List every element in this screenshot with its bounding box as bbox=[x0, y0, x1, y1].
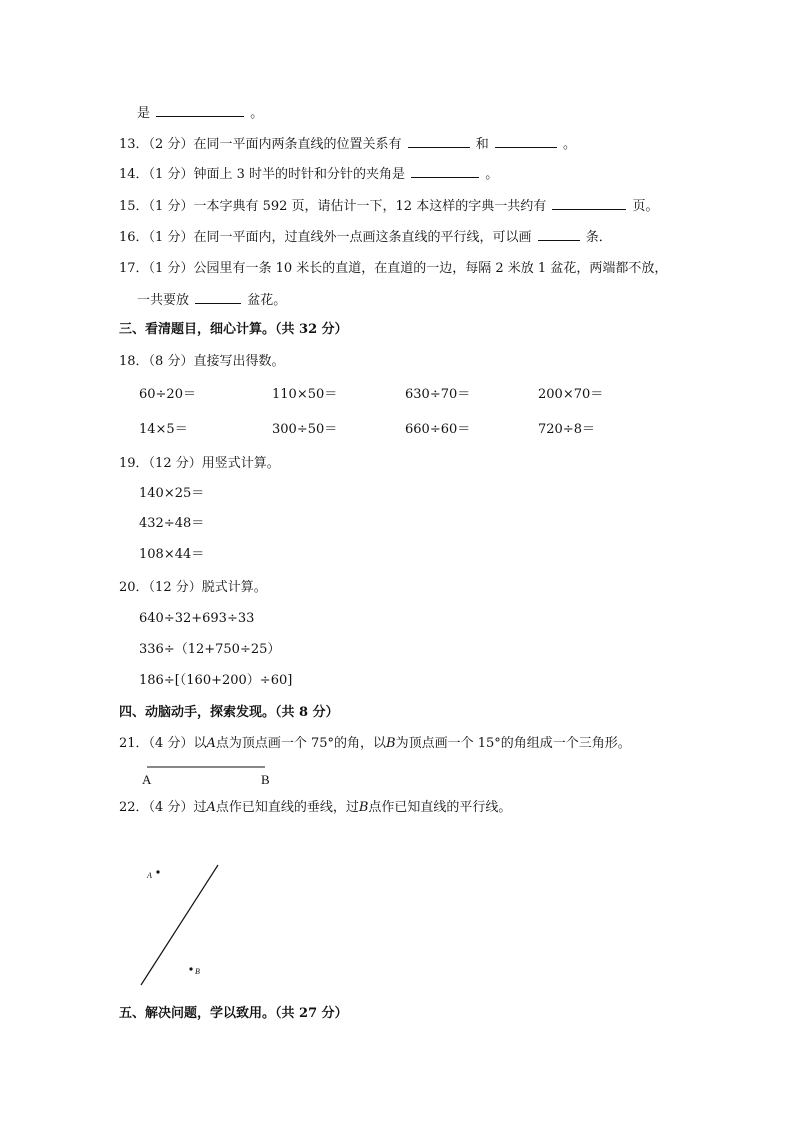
q19-item: 108×44＝ bbox=[139, 547, 205, 562]
q15-blank[interactable] bbox=[552, 197, 626, 210]
q20-item: 640÷32+693÷33 bbox=[139, 611, 255, 626]
q20-item: 336÷（12+750÷25） bbox=[139, 642, 281, 657]
q18-item: 660÷60＝ bbox=[405, 422, 471, 437]
question-20: 20．（12 分）脱式计算。 bbox=[119, 580, 267, 595]
question-13 bbox=[119, 135, 576, 154]
q21-text-1: 21．（4 分）以 bbox=[119, 736, 207, 751]
q12-continuation bbox=[137, 104, 263, 123]
q16-text: 16．（1 分）在同一平面内，过直线外一点画这条直线的平行线，可以画 bbox=[119, 230, 532, 245]
q13-blank-1[interactable] bbox=[408, 135, 470, 148]
question-14 bbox=[119, 165, 498, 184]
q18-item: 110×50＝ bbox=[272, 387, 338, 402]
point-b-label: B bbox=[195, 967, 200, 976]
question-21 bbox=[119, 735, 631, 753]
q17-text-2: 一共要放 bbox=[137, 293, 190, 308]
q18-item: 14×5＝ bbox=[139, 422, 188, 437]
q18-item: 720÷8＝ bbox=[538, 422, 595, 437]
q12-blank[interactable] bbox=[156, 104, 244, 117]
figure-22-line bbox=[130, 855, 240, 995]
q18-item: 630÷70＝ bbox=[405, 387, 471, 402]
q20-item: 186÷[（160+200）÷60] bbox=[139, 673, 293, 688]
figure-21-segment bbox=[140, 760, 290, 792]
q21-label-a: A bbox=[206, 736, 216, 751]
question-19: 19．（12 分）用竖式计算。 bbox=[119, 456, 280, 471]
q21-text-3: 为顶点画一个 15°的角组成一个三角形。 bbox=[395, 736, 631, 751]
given-line bbox=[141, 865, 218, 985]
section-4-heading: 四、动脑动手，探索发现。（共 8 分） bbox=[119, 705, 339, 720]
q22-label-a: A bbox=[206, 800, 216, 815]
section-5-heading: 五、解决问题，学以致用。（共 27 分） bbox=[119, 1006, 348, 1021]
q21-label-b: B bbox=[386, 736, 396, 751]
q19-item: 432÷48＝ bbox=[139, 516, 205, 531]
question-17-cont bbox=[137, 291, 286, 310]
section-3-heading: 三、看清题目，细心计算。（共 32 分） bbox=[119, 322, 348, 337]
q13-text: 13．（2 分）在同一平面内两条直线的位置关系有 bbox=[119, 137, 402, 152]
q22-text-1: 22．（4 分）过 bbox=[119, 800, 207, 815]
q12-text: 是 bbox=[137, 106, 151, 121]
q22-text-3: 点作已知直线的平行线。 bbox=[368, 800, 512, 815]
point-b-label: B bbox=[261, 772, 270, 787]
q22-label-b: B bbox=[358, 800, 369, 815]
q15-text: 15．（1 分）一本字典有 592 页，请估计一下，12 本这样的字典一共约有 bbox=[119, 199, 547, 214]
point-a-label: A bbox=[147, 871, 152, 880]
q14-text: 14．（1 分）钟面上 3 时半的时针和分针的夹角是 bbox=[119, 167, 405, 182]
point-a-label: A bbox=[142, 772, 152, 787]
q13-blank-2[interactable] bbox=[495, 135, 557, 148]
question-17 bbox=[119, 260, 667, 278]
q14-blank[interactable] bbox=[411, 165, 479, 178]
q19-item: 140×25＝ bbox=[139, 486, 205, 501]
q18-item: 200×70＝ bbox=[538, 387, 604, 402]
q21-text-2: 点为顶点画一个 75°的角，以 bbox=[215, 736, 387, 751]
point-a-dot bbox=[156, 870, 159, 873]
q16-suffix: 条． bbox=[585, 230, 612, 245]
question-16 bbox=[119, 228, 612, 247]
q22-text-2: 点作已知直线的垂线，过 bbox=[215, 800, 359, 815]
q12-period: 。 bbox=[250, 106, 264, 121]
q13-period: 。 bbox=[563, 137, 577, 152]
question-22 bbox=[119, 799, 511, 817]
q17-text: 17．（1 分）公园里有一条 10 米长的直道，在直道的一边，每隔 2 米放 1 盆花，两端都不放， bbox=[119, 261, 668, 276]
q17-blank[interactable] bbox=[195, 291, 241, 304]
q14-period: 。 bbox=[485, 167, 499, 182]
q17-suffix: 盆花。 bbox=[247, 293, 287, 308]
point-b-dot bbox=[189, 967, 192, 970]
q18-item: 300÷50＝ bbox=[272, 422, 338, 437]
q13-and: 和 bbox=[475, 137, 489, 152]
q16-blank[interactable] bbox=[538, 228, 580, 241]
q15-suffix: 页。 bbox=[632, 199, 659, 214]
question-18: 18．（8 分）直接写出得数。 bbox=[119, 354, 285, 369]
q18-item: 60÷20＝ bbox=[139, 387, 196, 402]
question-15 bbox=[119, 197, 659, 216]
